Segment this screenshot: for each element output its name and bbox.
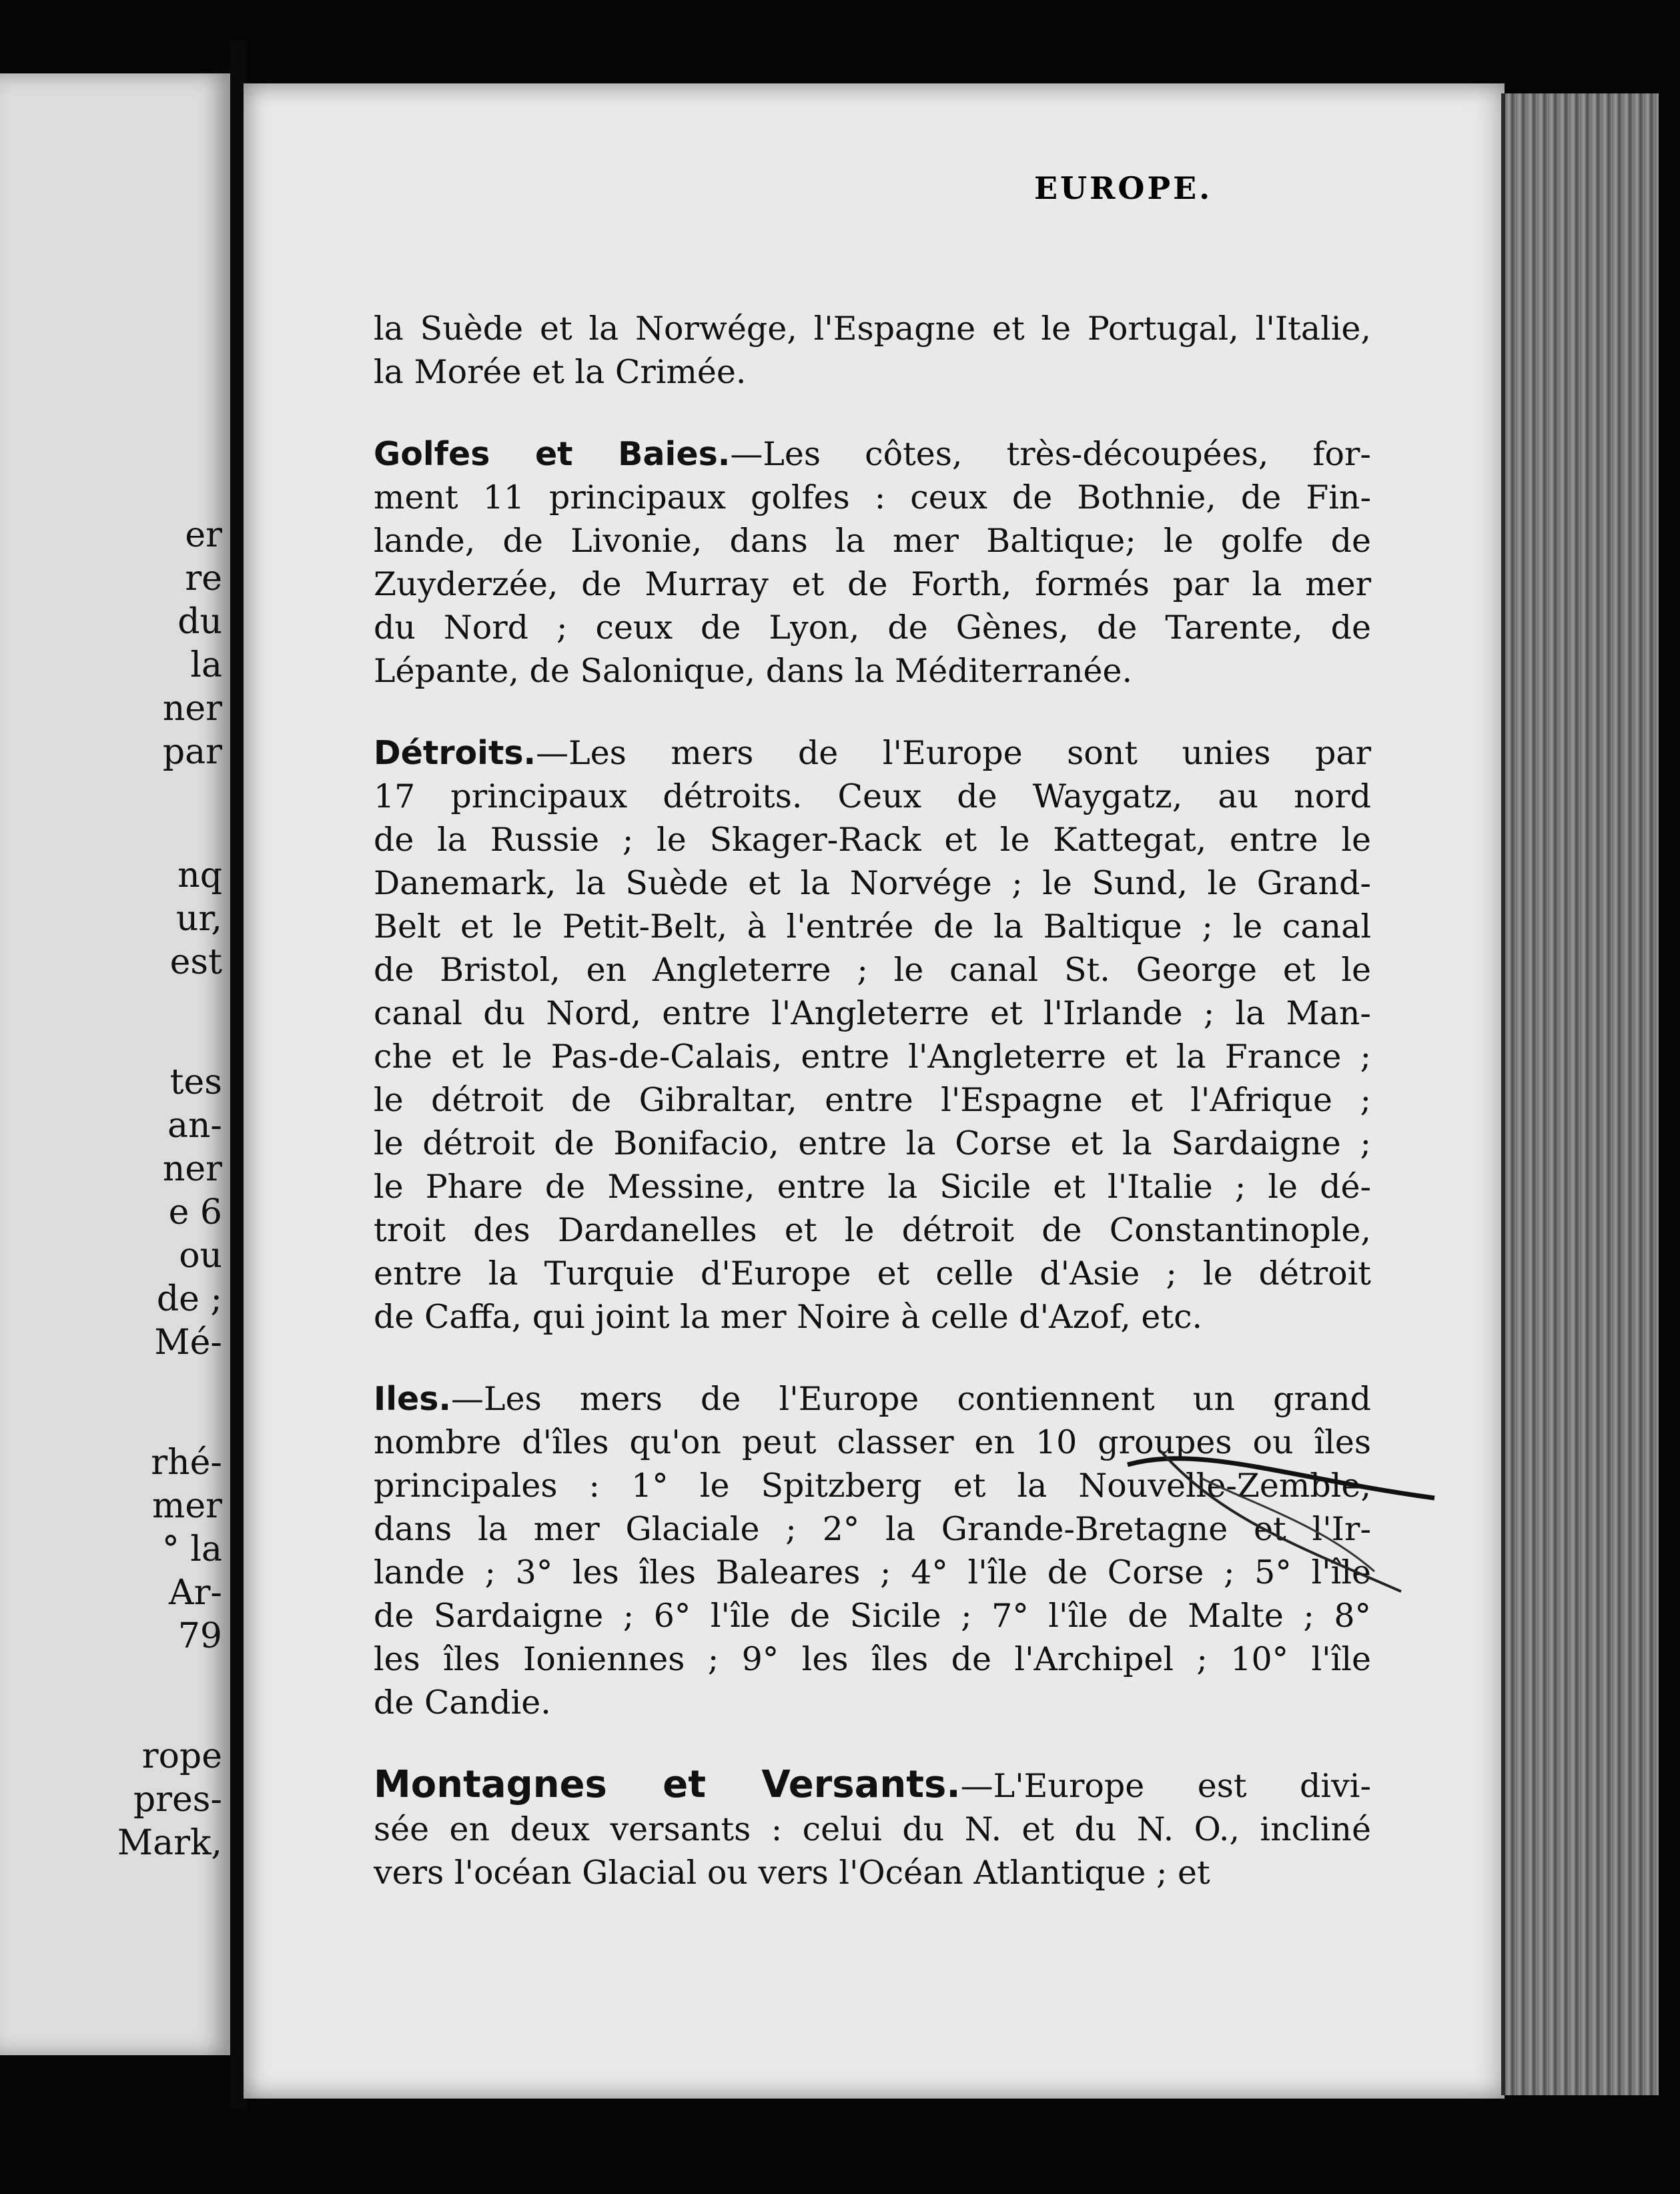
paragraph: [374, 1763, 1371, 1894]
line-text: la Morée et la Crimée.: [374, 353, 747, 391]
line-text: les îles Ioniennes ; 9° les îles de l'Archipel ; 10° l'île: [374, 1640, 1371, 1678]
left-page-fragment: pres-: [133, 1780, 222, 1820]
text-line: [374, 1681, 1371, 1724]
line-text: vers l'océan Glacial ou vers l'Océan Atlantique ; et: [374, 1854, 1210, 1892]
section-heading: Golfes et Baies.: [374, 435, 731, 473]
left-page-fragment: er: [185, 515, 222, 555]
text-line: [374, 649, 1371, 693]
text-line: [374, 1808, 1371, 1851]
line-text: Belt et le Petit-Belt, à l'entrée de la Baltique ; le canal: [374, 907, 1371, 946]
paragraph: [374, 307, 1371, 394]
text-line: [374, 1122, 1371, 1165]
text-line: [374, 1078, 1371, 1122]
left-page-fragment: 79: [177, 1616, 222, 1656]
line-text: —Les mers de l'Europe sont unies par: [536, 734, 1371, 772]
line-text: —Les mers de l'Europe contiennent un grand: [451, 1380, 1371, 1418]
text-line: [374, 1252, 1371, 1295]
line-text: entre la Turquie d'Europe et celle d'Asie ; le détroit: [374, 1254, 1371, 1293]
text-line: [374, 861, 1371, 905]
line-text: lande ; 3° les îles Baleares ; 4° l'île de Corse ; 5° l'île: [374, 1553, 1371, 1591]
text-line: [374, 948, 1371, 992]
text-line: [374, 992, 1371, 1035]
line-text: de Candie.: [374, 1684, 551, 1722]
line-text: de Sardaigne ; 6° l'île de Sicile ; 7° l'île de Malte ; 8°: [374, 1597, 1371, 1635]
running-title: EUROPE.: [1034, 170, 1213, 206]
line-text: le Phare de Messine, entre la Sicile et l'Italie ; le dé-: [374, 1168, 1371, 1206]
left-page-fragment: rope: [141, 1736, 222, 1776]
text-line: [374, 818, 1371, 861]
left-page-fragment: mer: [152, 1486, 222, 1526]
line-text: de Caffa, qui joint la mer Noire à celle d'Azof, etc.: [374, 1298, 1203, 1336]
line-text: —Les côtes, très-découpées, for-: [730, 435, 1371, 473]
text-line: [374, 519, 1371, 563]
text-line: [374, 606, 1371, 649]
left-page-fragment: Ar-: [169, 1573, 222, 1613]
line-text: troit des Dardanelles et le détroit de Constantinople,: [374, 1211, 1371, 1249]
left-page-fragment: ° la: [161, 1529, 222, 1569]
left-page-fragment: Mark,: [117, 1823, 222, 1863]
body-text: [374, 307, 1371, 1933]
left-page-fragment: du: [177, 602, 222, 642]
line-text: le détroit de Gibraltar, entre l'Espagne et l'Afrique ;: [374, 1081, 1371, 1119]
line-text: canal du Nord, entre l'Angleterre et l'Irlande ; la Man-: [374, 994, 1371, 1032]
paragraph: [374, 432, 1371, 693]
left-page-fragment: nq: [177, 855, 222, 895]
section-heading: Montagnes et Versants.: [374, 1763, 961, 1806]
line-text: dans la mer Glaciale ; 2° la Grande-Bretagne et l'Ir-: [374, 1510, 1371, 1548]
pen-scribble-mark: [1121, 1438, 1441, 1598]
text-line: [374, 476, 1371, 519]
left-page-fragment: est: [169, 942, 222, 982]
text-line: [374, 905, 1371, 948]
line-text: 17 principaux détroits. Ceux de Waygatz, au nord: [374, 777, 1371, 815]
line-text: de la Russie ; le Skager-Rack et le Kattegat, entre le: [374, 821, 1371, 859]
text-line: [374, 1208, 1371, 1252]
text-line: [374, 563, 1371, 606]
line-text: Zuyderzée, de Murray et de Forth, formés par la mer: [374, 565, 1371, 603]
page-edges: [1501, 93, 1659, 2095]
line-text: che et le Pas-de-Calais, entre l'Angleterre et la France ;: [374, 1038, 1371, 1076]
line-text: nombre d'îles qu'on peut classer en 10 groupes ou îles: [374, 1423, 1371, 1461]
line-text: sée en deux versants : celui du N. et du N. O., incliné: [374, 1810, 1371, 1848]
left-page-fragment: ur,: [175, 899, 222, 939]
text-line: [374, 775, 1371, 818]
line-text: Lépante, de Salonique, dans la Méditerranée.: [374, 652, 1133, 690]
line-text: —L'Europe est divi-: [960, 1767, 1371, 1805]
left-facing-page: [0, 73, 230, 2055]
section-heading: Iles.: [374, 1380, 452, 1418]
line-text: du Nord ; ceux de Lyon, de Gènes, de Tarente, de: [374, 609, 1371, 647]
left-page-fragment: re: [185, 559, 222, 599]
text-line: [374, 1165, 1371, 1208]
line-text: Danemark, la Suède et la Norvége ; le Sund, le Grand-: [374, 864, 1371, 902]
left-page-fragment: e 6: [168, 1192, 222, 1232]
text-line: [374, 432, 1371, 476]
left-page-fragment: ou: [179, 1236, 222, 1276]
text-line: [374, 350, 1371, 394]
line-text: le détroit de Bonifacio, entre la Corse et la Sardaigne ;: [374, 1124, 1371, 1162]
left-page-fragment: an-: [167, 1106, 222, 1146]
line-text: lande, de Livonie, dans la mer Baltique; le golfe de: [374, 522, 1371, 560]
text-line: [374, 1377, 1371, 1421]
left-page-fragment: tes: [169, 1062, 222, 1102]
text-line: [374, 1035, 1371, 1078]
left-page-fragment: ner: [162, 1149, 222, 1189]
text-line: [374, 1295, 1371, 1339]
paragraph: [374, 731, 1371, 1339]
text-line: [374, 1594, 1371, 1637]
left-page-fragment: la: [190, 645, 222, 685]
left-page-fragment: ner: [162, 689, 222, 729]
left-page-fragment: de ;: [156, 1279, 222, 1319]
line-text: principales : 1° le Spitzberg et la Nouvelle-Zemble,: [374, 1467, 1371, 1505]
left-page-fragment: rhé-: [151, 1443, 222, 1483]
line-text: la Suède et la Norwége, l'Espagne et le Portugal, l'Italie,: [374, 310, 1371, 348]
text-line: [374, 1851, 1371, 1894]
section-heading: Détroits.: [374, 734, 536, 772]
line-text: de Bristol, en Angleterre ; le canal St. George et le: [374, 951, 1371, 989]
text-line: [374, 1637, 1371, 1681]
text-line: [374, 1763, 1371, 1808]
line-text: ment 11 principaux golfes : ceux de Bothnie, de Fin-: [374, 478, 1371, 516]
left-page-fragment: par: [162, 732, 222, 772]
left-page-fragment: Mé-: [154, 1323, 222, 1363]
text-line: [374, 731, 1371, 775]
text-line: [374, 307, 1371, 350]
